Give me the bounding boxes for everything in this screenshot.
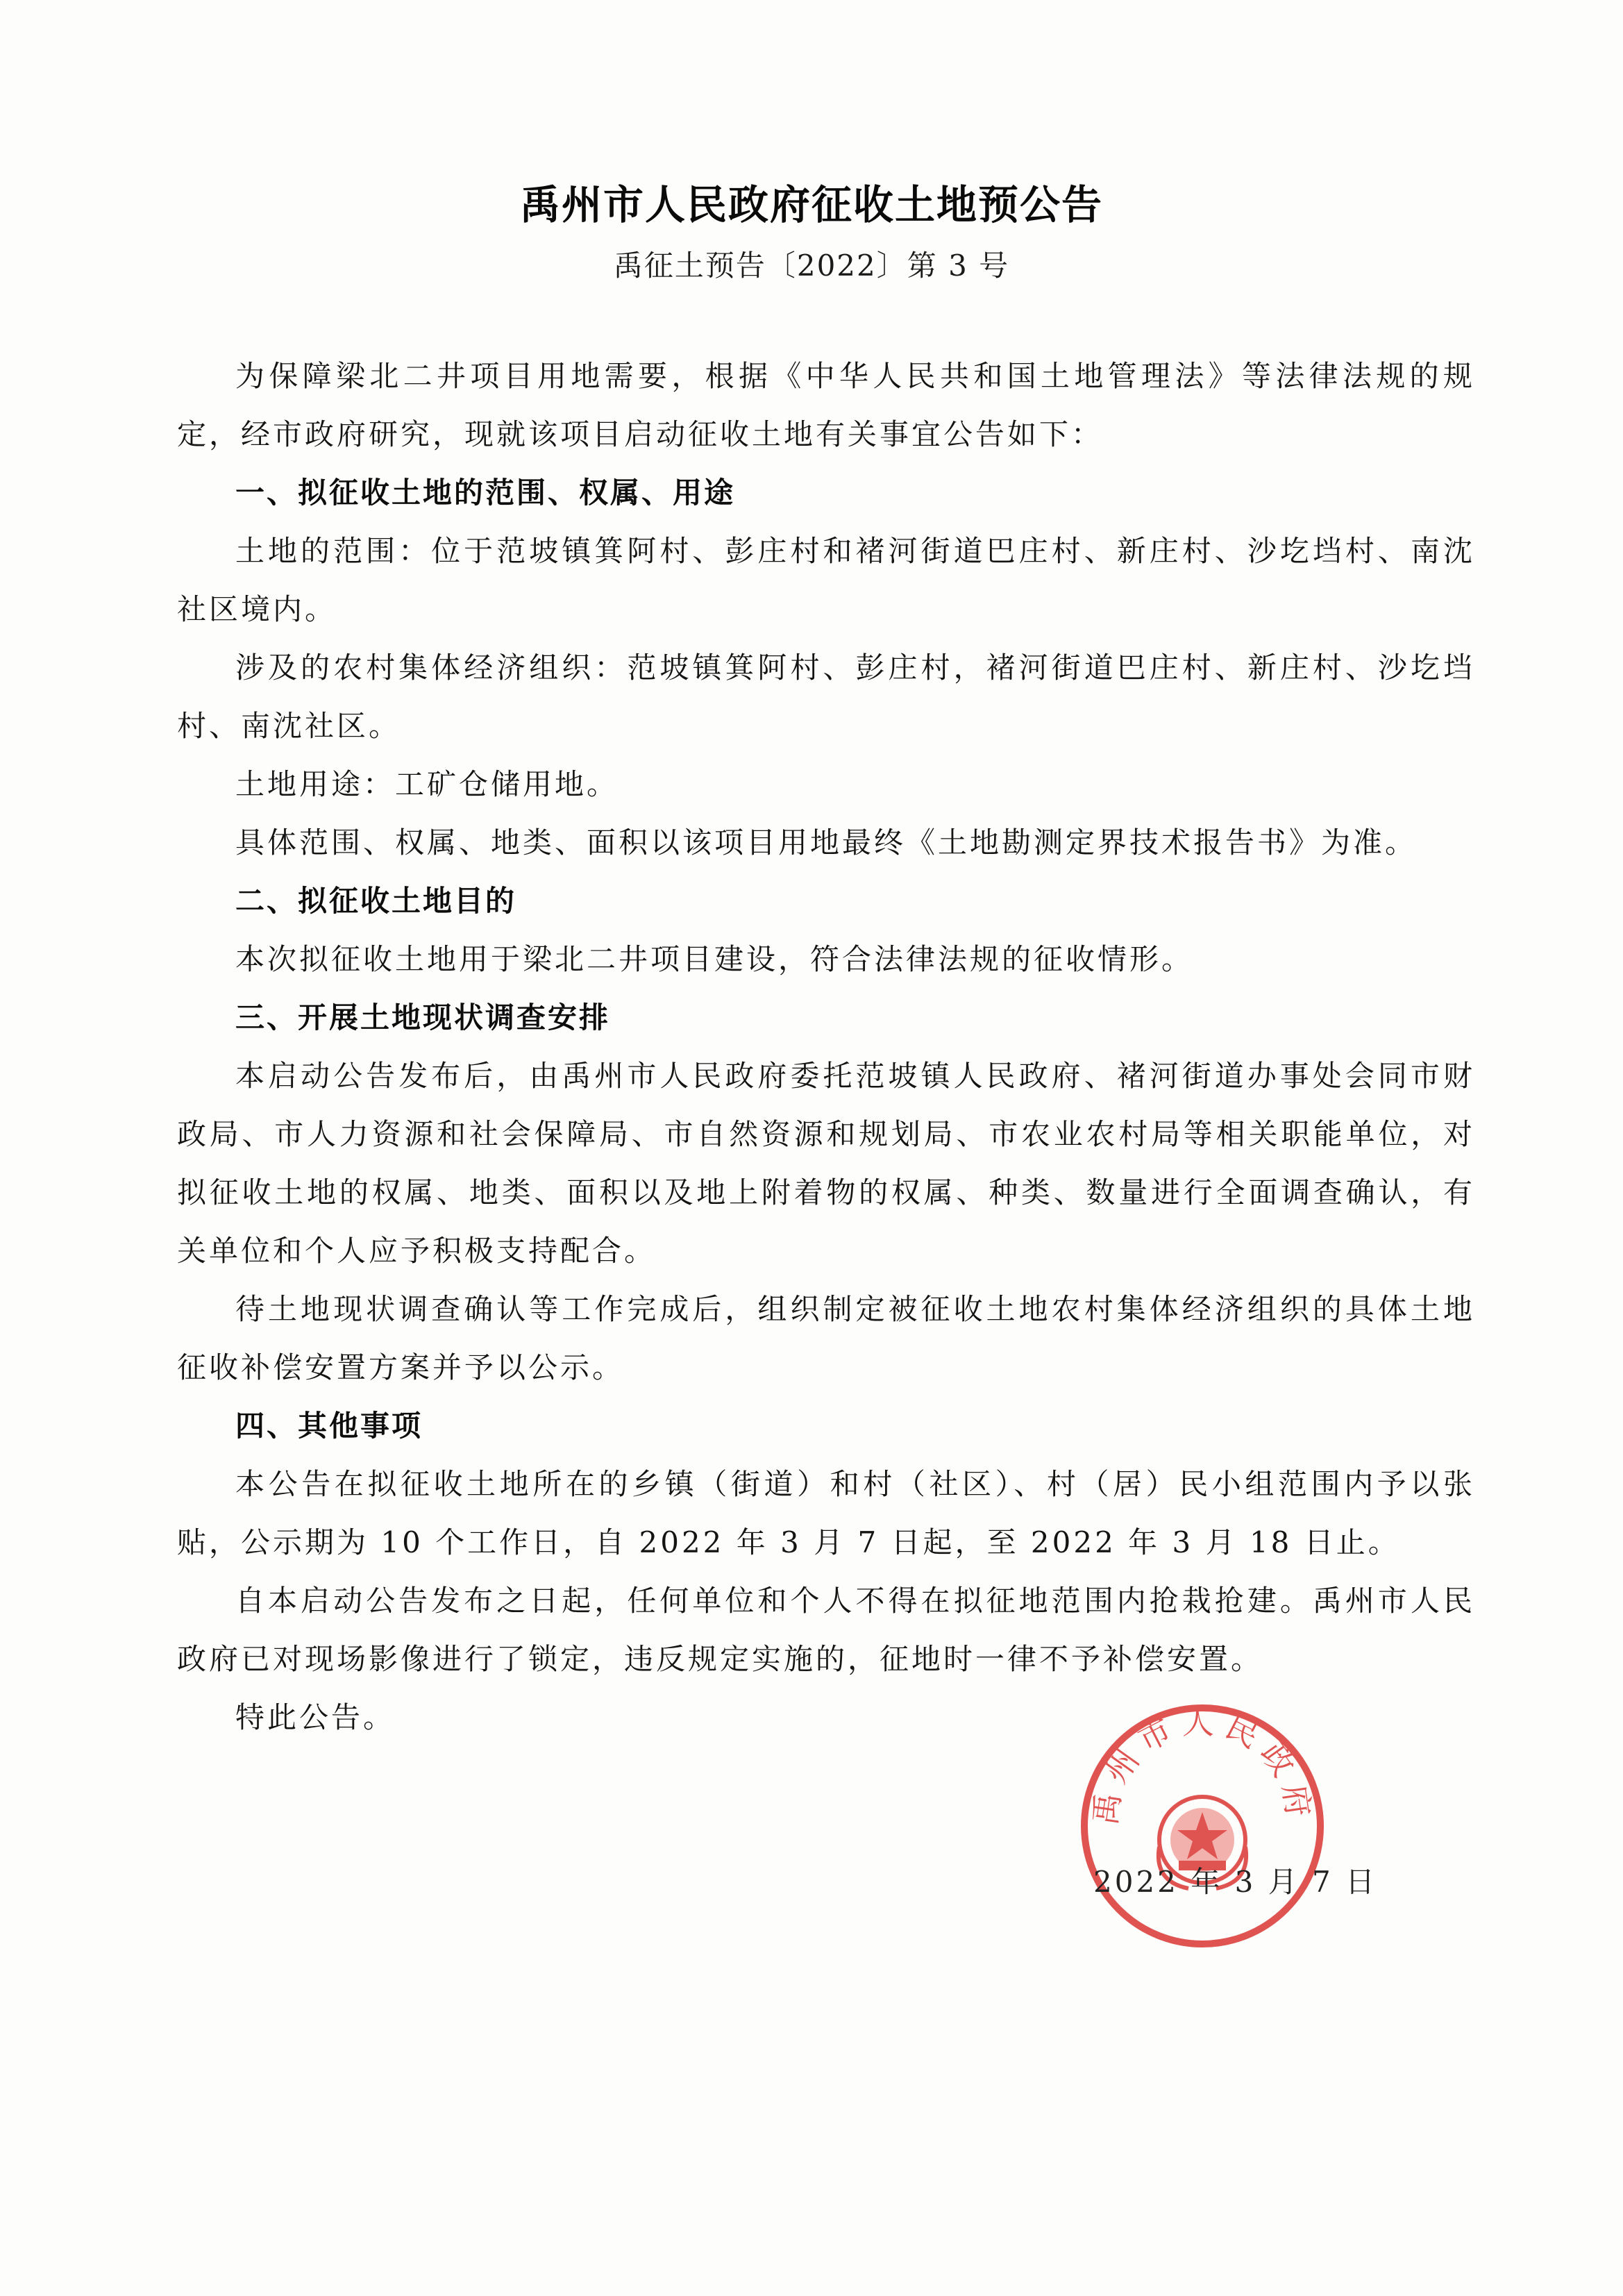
intro-paragraph: 为保障梁北二井项目用地需要，根据《中华人民共和国土地管理法》等法律法规的规定，经市政府研究，现就该项目启动征收土地有关事宜公告如下： <box>177 359 1475 451</box>
document-number: 禹征土预告〔2022〕第 3 号 <box>613 249 1010 283</box>
body-paragraph: 自本启动公告发布之日起，任何单位和个人不得在拟征地范围内抢栽抢建。禹州市人民政府已对现场影像进行了锁定，违反规定实施的，征地时一律不予补偿安置。 <box>177 1584 1475 1676</box>
section-heading-2: 二、拟征收土地目的 <box>235 884 517 918</box>
body-paragraph: 土地用途：工矿仓储用地。 <box>235 767 619 801</box>
section-heading-4: 四、其他事项 <box>235 1409 423 1443</box>
body-paragraph: 本公告在拟征收土地所在的乡镇（街道）和村（社区）、村（居）民小组范围内予以张贴，公示期为 10 个工作日，自 2022 年 3 月 7 日起，至 2022 年 3 月 18 日止。 <box>177 1467 1475 1559</box>
body-paragraph: 本次拟征收土地用于梁北二井项目建设，符合法律法规的征收情形。 <box>235 942 1194 976</box>
body-paragraph: 具体范围、权属、地类、面积以该项目用地最终《土地勘测定界技术报告书》为准。 <box>235 826 1418 860</box>
seal-text: 禹州市人民政府 <box>1086 1704 1319 1827</box>
document-title: 禹州市人民政府征收土地预公告 <box>519 181 1103 228</box>
section-heading-3: 三、开展土地现状调查安排 <box>235 1000 611 1034</box>
issue-date: 2022 年 3 月 7 日 <box>1093 1865 1378 1899</box>
official-seal <box>1077 1701 1327 1951</box>
body-paragraph: 本启动公告发布后，由禹州市人民政府委托范坡镇人民政府、褚河街道办事处会同市财政局、市人力资源和社会保障局、市自然资源和规划局、市农业农村局等相关职能单位，对拟征收土地的权属、地类、面积以及地上附着物的权属、种类、数量进行全面调查确认，有关单位和个人应予积极支持配合。 <box>177 1059 1475 1268</box>
body-paragraph: 土地的范围：位于范坡镇箕阿村、彭庄村和褚河街道巴庄村、新庄村、沙圪垱村、南沈社区境内。 <box>177 534 1475 626</box>
section-heading-1: 一、拟征收土地的范围、权属、用途 <box>235 476 736 510</box>
body-paragraph: 涉及的农村集体经济组织：范坡镇箕阿村、彭庄村，褚河街道巴庄村、新庄村、沙圪垱村、南沈社区。 <box>177 651 1475 743</box>
body-paragraph: 待土地现状调查确认等工作完成后，组织制定被征收土地农村集体经济组织的具体土地征收补偿安置方案并予以公示。 <box>177 1292 1475 1384</box>
document-body <box>177 347 1475 1747</box>
closing-paragraph: 特此公告。 <box>235 1700 396 1734</box>
